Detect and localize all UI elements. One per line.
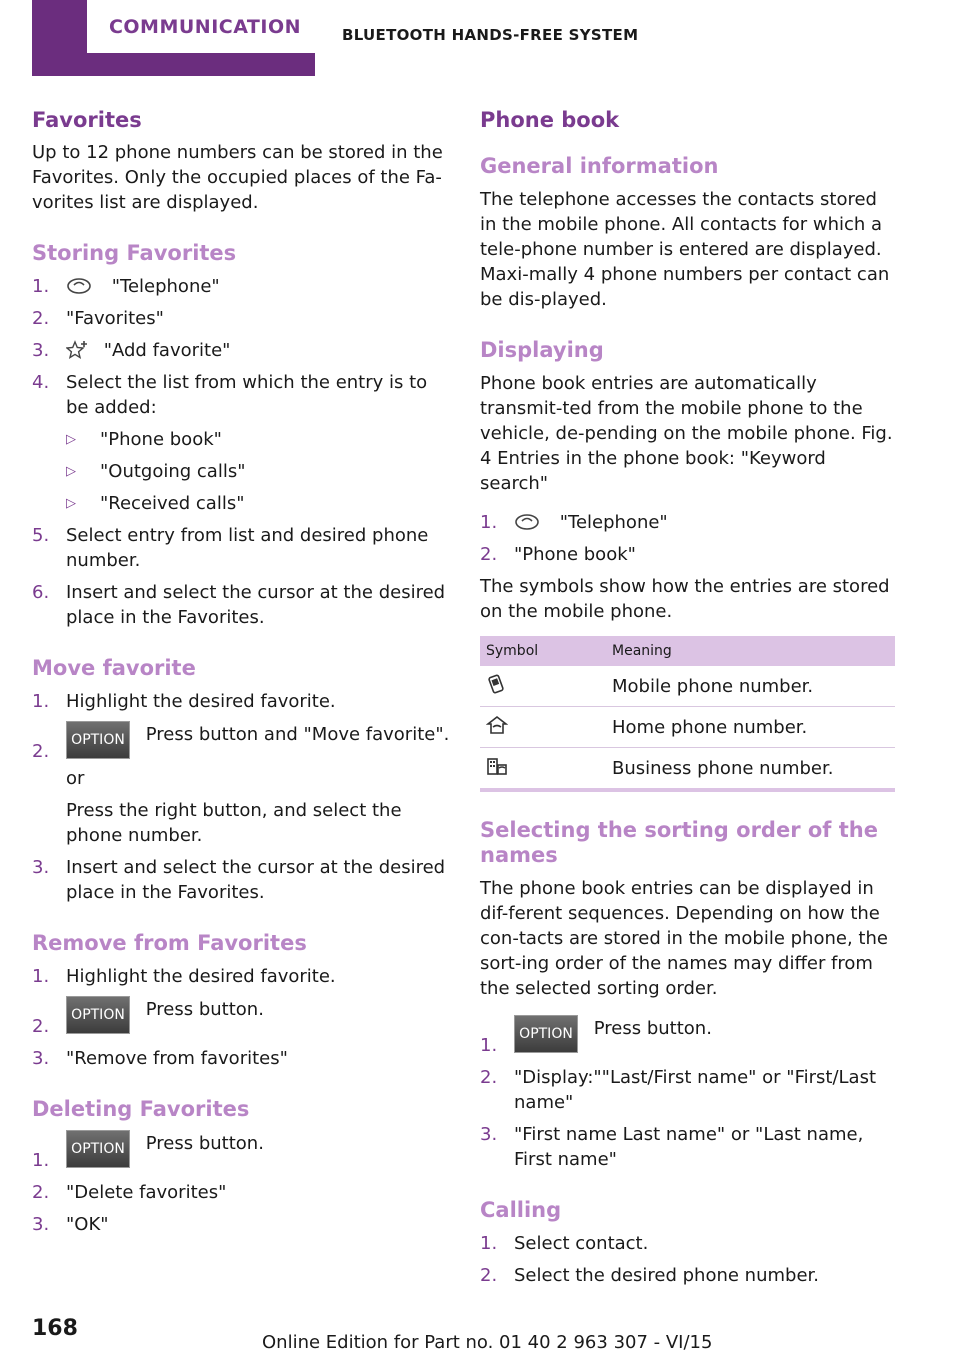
left-column [32,108,452,1244]
sub-item: ▷ "Received calls" [66,493,245,514]
phone-book-heading: Phone book [480,108,620,132]
table-row: Home phone number. [480,707,895,748]
list-item: 1. OPTION Press button. [480,1015,895,1058]
symbols-explanation: The symbols show how the entries are stored on the mobile phone. [480,576,890,622]
list-item: 2. "Display:""Last/First name" or "First/Last name" [480,1067,877,1113]
list-item: 5. Select entry from list and desired phone number. [32,525,429,571]
right-column [480,108,895,1295]
storing-favorites-heading: Storing Favorites [32,241,237,265]
sub-item: ▷ "Outgoing calls" [66,461,246,482]
symbol-table [480,636,895,792]
option-button[interactable]: OPTION [514,1015,578,1053]
deleting-favorites-heading: Deleting Favorites [32,1097,250,1121]
list-item: 2. "Phone book" [480,544,636,565]
list-item: 2. OPTION Press button and "Move favorite". or Press the right button, and select the phone number. [32,721,452,848]
displaying-heading: Displaying [480,338,604,362]
bullet-triangle-icon: ▷ [66,464,76,479]
list-item: 1. "Telephone" [32,276,220,297]
list-item: 4. Select the list from which the entry is to be added: ▷ "Phone book" ▷ "Outgoing calls" ▷ "Received calls" [32,370,452,516]
bullet-triangle-icon: ▷ [66,432,76,447]
list-item: 3. "Add favorite" [32,340,231,361]
displaying-steps [480,510,895,567]
footer-text: Online Edition for Part no. 01 40 2 963 307 - VI/15 [262,1332,713,1353]
list-item: 3. "Remove from favorites" [32,1048,288,1069]
table-row: Mobile phone number. [480,666,895,707]
column-header-meaning: Meaning [606,636,895,666]
chapter-title: COMMUNICATION [87,0,323,53]
list-item: 1. Highlight the desired favorite. [32,691,336,712]
remove-favorites-heading: Remove from Favorites [32,931,307,955]
business-phone-icon [486,756,508,776]
list-item: 1. "Telephone" [480,512,668,533]
list-item: 2. Select the desired phone number. [480,1265,819,1286]
option-button[interactable]: OPTION [66,1130,130,1168]
calling-steps [480,1231,895,1288]
move-favorite-heading: Move favorite [32,656,196,680]
bullet-triangle-icon: ▷ [66,496,76,511]
list-item: 1. OPTION Press button. [32,1130,452,1173]
list-item: 3. Insert and select the cursor at the desired place in the Favorites. [32,857,446,903]
home-phone-icon [486,715,508,735]
table-row: Business phone number. [480,748,895,791]
sub-item: ▷ "Phone book" [66,429,222,450]
list-item: 3. "OK" [32,1214,109,1235]
displaying-text: Phone book entries are automatically transmit-ted from the mobile phone to the vehicle, de-pending on the mobile phone. Fig. 4 Entries in the phone book: "Keyword search" [480,373,893,494]
deleting-steps [32,1130,452,1237]
general-information-text: The telephone accesses the contacts stored in the mobile phone. All contacts for which a tele-phone number is entered are displayed. Maxi-mally 4 phone numbers per contact can be dis-played. [480,189,890,310]
list-item: 3. "First name Last name" or "Last name, First name" [480,1124,864,1170]
option-button[interactable]: OPTION [66,721,130,759]
add-favorite-star-icon [66,340,88,360]
calling-heading: Calling [480,1198,562,1222]
column-header-symbol: Symbol [480,636,606,666]
favorites-intro: Up to 12 phone numbers can be stored in the Favorites. Only the occupied places of the Fa-vorites list are displayed. [32,142,443,213]
page-number: 168 [32,1316,78,1341]
table-header-row [480,636,895,666]
list-item: 2. "Delete favorites" [32,1182,227,1203]
telephone-icon [66,276,92,296]
list-item: 1. Highlight the desired favorite. [32,966,336,987]
remove-steps [32,964,452,1071]
storing-steps [32,274,452,630]
telephone-icon [514,512,540,532]
option-button[interactable]: OPTION [66,996,130,1034]
list-item: 2. OPTION Press button. [32,996,452,1039]
mobile-phone-icon [486,674,506,694]
move-steps [32,689,452,905]
sorting-order-text: The phone book entries can be displayed in dif-ferent sequences. Depending on how the con-tacts are stored in the mobile phone, the sort-ing order of the names may differ from the selected sorting order. [480,878,888,999]
chapter-tab [32,0,315,76]
list-item: 2. "Favorites" [32,308,164,329]
section-title: BLUETOOTH HANDS-FREE SYSTEM [342,26,639,44]
list-item: 1. Select contact. [480,1233,649,1254]
list-item: 6. Insert and select the cursor at the desired place in the Favorites. [32,582,446,628]
general-information-heading: General information [480,154,719,178]
favorites-heading: Favorites [32,108,142,132]
sorting-order-heading: Selecting the sorting order of the names [480,818,878,867]
sorting-steps [480,1015,895,1172]
